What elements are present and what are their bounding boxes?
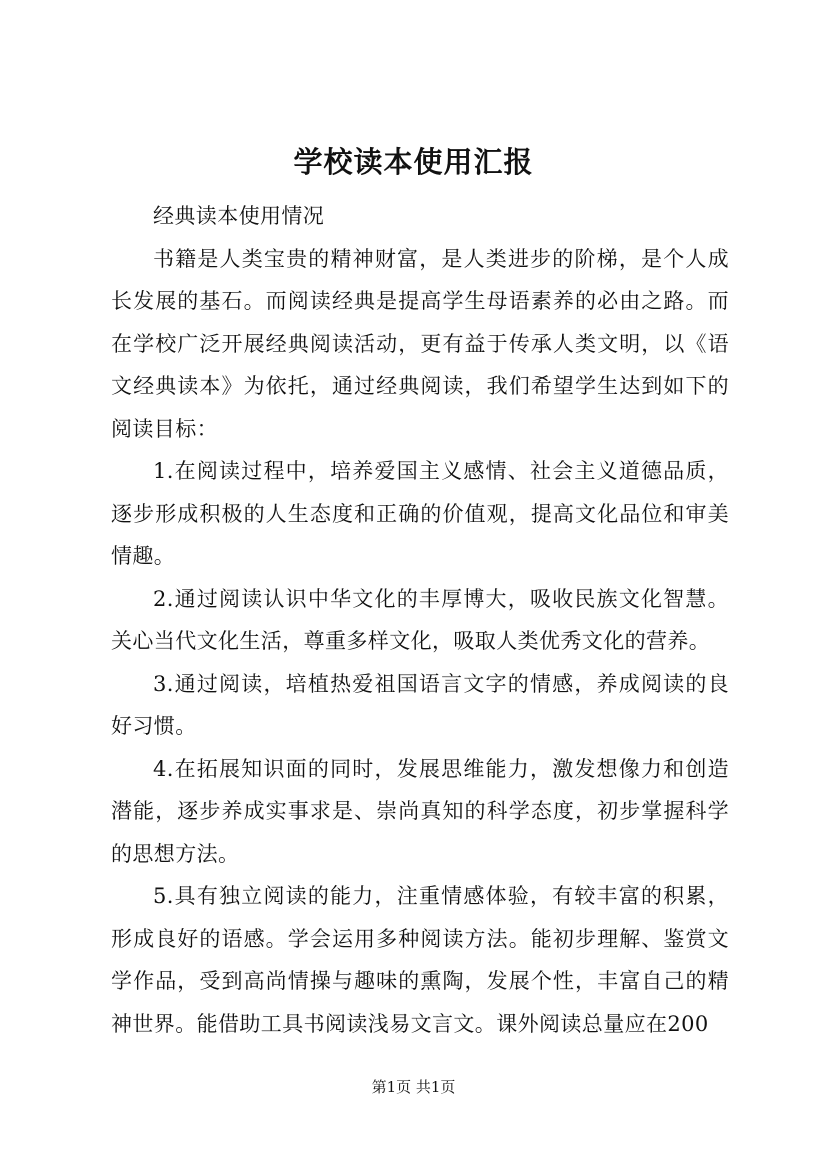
document-title: 学校读本使用汇报 — [293, 145, 534, 179]
goal-item-2: 2.通过阅读认识中华文化的丰厚博大，吸收民族文化智慧。关心当代文化生活，尊重多样文化，吸取人类优秀文化的营养。 — [111, 586, 729, 653]
goal-item-3: 3.通过阅读，培植热爱祖国语言文字的情感，养成阅读的良好习惯。 — [111, 671, 729, 738]
document-body — [111, 195, 729, 1045]
intro-paragraph: 书籍是人类宝贵的精神财富，是人类进步的阶梯，是个人成长发展的基石。而阅读经典是提高学生母语素养的必由之路。而在学校广泛开展经典阅读活动，更有益于传承人类文明，以《语文经典读本》为依托，通过经典阅读，我们希望学生达到如下的阅读目标： — [111, 246, 729, 441]
goal-item-5: 5.具有独立阅读的能力，注重情感体验，有较丰富的积累，形成良好的语感。学会运用多种阅读方法。能初步理解、鉴赏文学作品，受到高尚情操与趣味的熏陶，发展个性，丰富自己的精神世界。能借助工具书阅读浅易文言文。课外阅读总量应在200 — [111, 884, 729, 1036]
section-heading: 经典读本使用情况 — [153, 204, 325, 228]
goal-item-4: 4.在拓展知识面的同时，发展思维能力，激发想像力和创造潜能，逐步养成实事求是、崇尚真知的科学态度，初步掌握科学的思想方法。 — [111, 756, 729, 866]
page-number-footer: 第1页 共1页 — [371, 1078, 456, 1096]
goal-item-1: 1.在阅读过程中，培养爱国主义感情、社会主义道德品质，逐步形成积极的人生态度和正确的价值观，提高文化品位和审美情趣。 — [111, 459, 729, 568]
